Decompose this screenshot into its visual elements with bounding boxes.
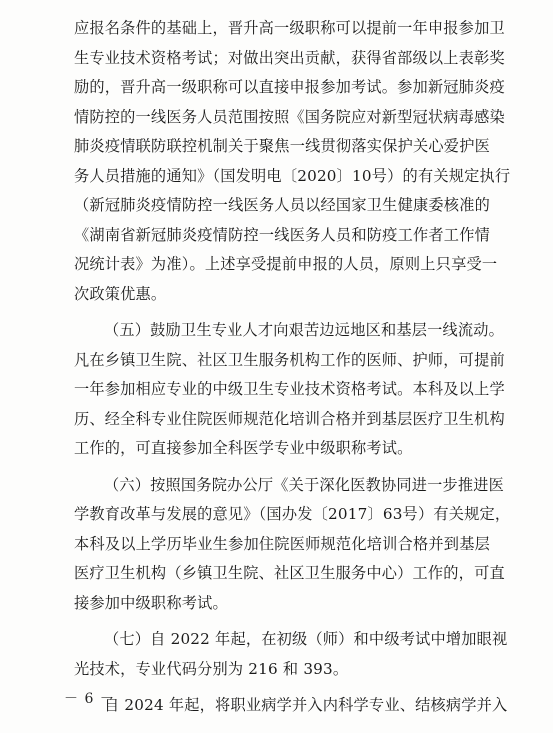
- text-line: 肺炎疫情联防联控机制关于聚焦一线贯彻落实保护关心爱护医: [74, 137, 490, 155]
- text-line: 历、经全科专业住院医师规范化培训合格并到基层医疗卫生机构: [74, 409, 505, 428]
- paragraph-item-5: [74, 316, 505, 464]
- page-number: － 6 －: [64, 691, 115, 707]
- paragraph-2024: [74, 691, 508, 721]
- text-line: 工作的，可直接参加全科医学专业中级职称考试。: [74, 439, 413, 457]
- text-line: （五）鼓励卫生专业人才向艰苦边远地区和基层一线流动。: [104, 321, 505, 339]
- document-body: [74, 14, 511, 728]
- text-line: 《湖南省新冠肺炎疫情防控一线医务人员和防疫工作者工作情: [74, 225, 490, 244]
- text-line: 医疗卫生机构（乡镇卫生院、社区卫生服务中心）工作的，可直: [74, 564, 505, 582]
- text-line: 务人员措施的通知》（国发明电〔2020〕10号）的有关规定执行: [74, 166, 511, 185]
- text-line: （六）按照国务院办公厅《关于深化医教协同进一步推进医: [104, 475, 505, 494]
- paragraph-continuation: [74, 14, 511, 309]
- text-line: 况统计表》为准）。上述享受提前申报的人员，原则上只享受一: [74, 255, 498, 273]
- text-line: 本科及以上学历毕业生参加住院医师规范化培训合格并到基层: [74, 534, 490, 553]
- text-line: 应报名条件的基础上，晋升高一级职称可以提前一年申报参加卫: [74, 19, 505, 37]
- text-line: 情防控的一线医务人员范围按照《国务院应对新型冠状病毒感染: [74, 107, 505, 126]
- text-line: 凡在乡镇卫生院、社区卫生服务机构工作的医师、护师，可提前: [74, 350, 505, 369]
- text-line: 学教育改革与发展的意见》（国办发〔2017〕63号）有关规定，: [74, 505, 511, 523]
- paragraph-item-7: [74, 625, 508, 684]
- text-line: 次政策优惠。: [74, 284, 167, 303]
- text-line: 励的，晋升高一级职称可以直接申报参加考试。参加新冠肺炎疫: [74, 78, 505, 96]
- text-line: 光技术，专业代码分别为 216 和 393。: [74, 659, 349, 678]
- text-line: 自 2024 年起，将职业病学并入内科学专业、结核病学并入: [104, 696, 508, 714]
- text-line: 接参加中级职称考试。: [74, 593, 228, 612]
- text-line: 一年参加相应专业的中级卫生专业技术资格考试。本科及以上学: [74, 380, 505, 398]
- text-line: （新冠肺炎疫情防控一线医务人员以经国家卫生健康委核准的: [74, 196, 490, 214]
- paragraph-item-6: [74, 471, 511, 619]
- text-line: 生专业技术资格考试；对做出突出贡献，获得省部级以上表彰奖: [74, 48, 505, 67]
- text-line: （七）自 2022 年起，在初级（师）和中级考试中增加眼视: [104, 630, 508, 648]
